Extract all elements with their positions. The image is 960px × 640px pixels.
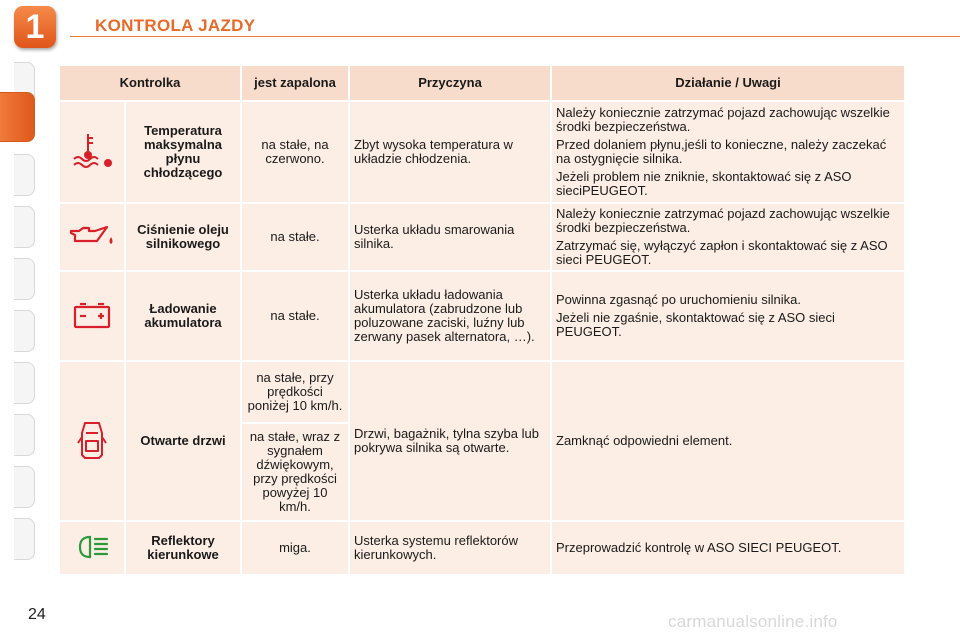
cause-text: Drzwi, bagażnik, tylna szyba lub pokrywa silnika są otwarte. [350, 362, 550, 520]
action-text: Należy koniecznie zatrzymać pojazd zachowując wszelkie środki bezpieczeństwa. [556, 105, 890, 134]
action-text: Jeżeli nie zgaśnie, skontaktować się z ASO sieci PEUGEOT. [556, 310, 835, 339]
column-header: Działanie / Uwagi [552, 66, 904, 100]
coolant-temperature-icon [70, 131, 114, 171]
action-text: Należy koniecznie zatrzymać pojazd zachowując wszelkie środki bezpieczeństwa. [556, 206, 890, 235]
table-header-row [60, 66, 904, 100]
action-cell [552, 362, 904, 520]
cause-text: Usterka układu smarowania silnika. [350, 204, 550, 270]
battery-icon [72, 301, 112, 329]
column-header: Kontrolka [60, 66, 240, 100]
headlamp-icon [72, 533, 112, 561]
header-divider [70, 36, 960, 37]
action-cell [552, 272, 904, 360]
chapter-tab[interactable] [14, 206, 35, 248]
chapter-tab-active[interactable] [0, 92, 35, 142]
chapter-tab[interactable] [14, 154, 35, 196]
cause-text: Usterka układu ładowania akumulatora (zabrudzone lub poluzowane zaciski, luźny lub zerwany pasek alternatora, …). [350, 272, 550, 360]
action-cell [552, 204, 904, 270]
chapter-badge [14, 6, 56, 48]
column-header: Przyczyna [350, 66, 550, 100]
chapter-tabs [0, 62, 38, 582]
page-header [0, 0, 960, 50]
icon-cell [60, 102, 124, 202]
lit-condition: na stałe. [242, 204, 348, 270]
chapter-tab[interactable] [14, 310, 35, 352]
warning-name: Ładowanie akumulatora [126, 272, 240, 360]
lit-condition: na stałe, na czerwono. [242, 102, 348, 202]
lit-condition: miga. [242, 522, 348, 574]
chapter-tab[interactable] [14, 518, 35, 560]
action-cell [552, 102, 904, 202]
chapter-tab[interactable] [14, 466, 35, 508]
table-row [60, 522, 904, 574]
chapter-tab[interactable] [14, 362, 35, 404]
icon-cell [60, 204, 124, 270]
table-row [60, 204, 904, 270]
table-row [60, 272, 904, 360]
chapter-tab[interactable] [14, 414, 35, 456]
chapter-number: 1 [25, 8, 45, 46]
action-text: Zamknąć odpowiedni element. [556, 433, 733, 448]
oil-pressure-icon [69, 223, 115, 249]
warning-name: Temperatura maksymalna płynu chłodzącego [126, 102, 240, 202]
icon-cell [60, 272, 124, 360]
lit-condition: na stałe. [242, 272, 348, 360]
warning-lights-table [58, 64, 906, 576]
watermark: carmanualsonline.info [668, 612, 838, 631]
door-open-icon [77, 419, 107, 461]
chapter-tab[interactable] [14, 258, 35, 300]
page-number: 24 [28, 606, 46, 623]
lit-condition: na stałe, wraz z sygnałem dźwiękowym, przy prędkości powyżej 10 km/h. [242, 424, 348, 520]
action-cell [552, 522, 904, 574]
warning-name: Ciśnienie oleju silnikowego [126, 204, 240, 270]
table-row [60, 362, 904, 422]
warning-name: Reflektory kierunkowe [126, 522, 240, 574]
page-title: KONTROLA JAZDY [95, 16, 256, 35]
action-text: Jeżeli problem nie zniknie, skontaktować się z ASO sieciPEUGEOT. [556, 169, 852, 198]
cause-text: Zbyt wysoka temperatura w układzie chłodzenia. [350, 102, 550, 202]
action-text: Przed dolaniem płynu,jeśli to konieczne, należy zaczekać na ostygnięcie silnika. [556, 137, 887, 166]
action-text: Powinna zgasnąć po uruchomieniu silnika. [556, 292, 801, 307]
warning-name: Otwarte drzwi [126, 362, 240, 520]
icon-cell [60, 362, 124, 520]
cause-text: Usterka systemu reflektorów kierunkowych. [350, 522, 550, 574]
icon-cell [60, 522, 124, 574]
table-row [60, 102, 904, 202]
action-text: Przeprowadzić kontrolę w ASO SIECI PEUGEOT. [556, 540, 842, 555]
lit-condition: na stałe, przy prędkości poniżej 10 km/h. [242, 362, 348, 422]
action-text: Zatrzymać się, wyłączyć zapłon i skontaktować się z ASO sieci PEUGEOT. [556, 238, 888, 267]
column-header: jest zapalona [242, 66, 348, 100]
